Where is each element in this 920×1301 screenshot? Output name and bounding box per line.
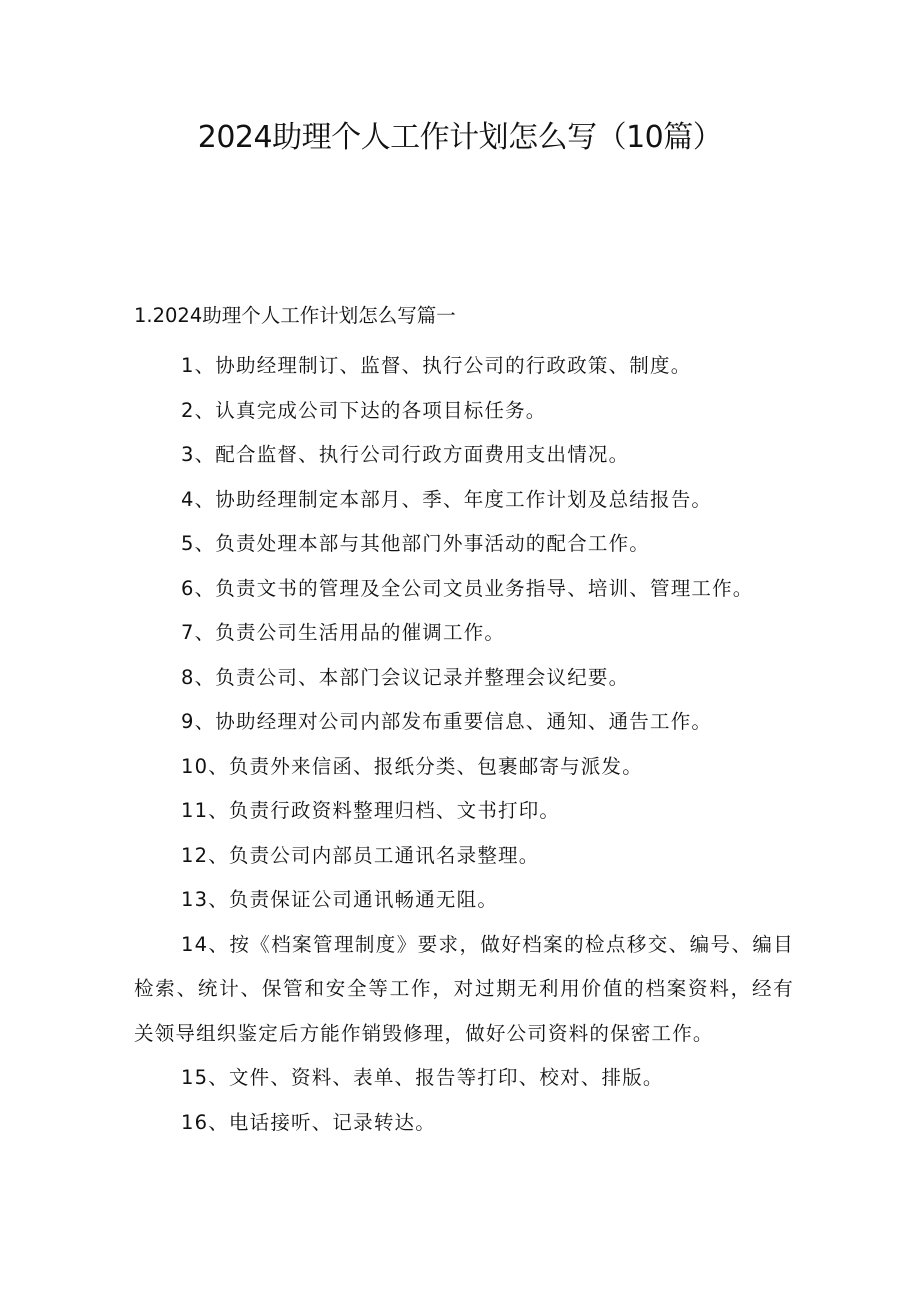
list-item: 15、文件、资料、表单、报告等打印、校对、排版。 bbox=[181, 1066, 664, 1089]
list-item: 12、负责公司内部员工通讯名录整理。 bbox=[181, 843, 540, 867]
list-item: 4、协助经理制定本部月、季、年度工作计划及总结报告。 bbox=[181, 487, 713, 511]
section-heading: 1.2024助理个人工作计划怎么写篇一 bbox=[134, 304, 456, 327]
document-title: 2024助理个人工作计划怎么写（10篇） bbox=[197, 120, 723, 155]
list-item: 10、负责外来信函、报纸分类、包裹邮寄与派发。 bbox=[181, 754, 643, 778]
list-item: 5、负责处理本部与其他部门外事活动的配合工作。 bbox=[181, 532, 651, 555]
task-list bbox=[134, 344, 794, 1145]
list-item: 7、负责公司生活用品的催调工作。 bbox=[181, 621, 506, 644]
list-item: 13、负责保证公司通讯畅通无阻。 bbox=[181, 888, 499, 911]
list-item: 2、认真完成公司下达的各项目标任务。 bbox=[181, 398, 547, 422]
list-item: 16、电话接听、记录转达。 bbox=[181, 1110, 436, 1134]
list-item: 6、负责文书的管理及全公司文员业务指导、培训、管理工作。 bbox=[181, 576, 754, 600]
list-item: 8、负责公司、本部门会议记录并整理会议纪要。 bbox=[181, 665, 630, 689]
list-item: 9、协助经理对公司内部发布重要信息、通知、通告工作。 bbox=[181, 710, 713, 733]
list-item: 14、按《档案管理制度》要求，做好档案的检点移交、编号、编目检索、统计、保管和安全等工作，对过期无利用价值的档案资料，经有关领导组织鉴定后方能作销毁修理，做好公司资料的保密工作。 bbox=[134, 932, 794, 1045]
list-item: 11、负责行政资料整理归档、文书打印。 bbox=[181, 799, 561, 822]
list-item: 3、配合监督、执行公司行政方面费用支出情况。 bbox=[181, 443, 630, 466]
list-item: 1、协助经理制订、监督、执行公司的行政政策、制度。 bbox=[181, 354, 692, 377]
